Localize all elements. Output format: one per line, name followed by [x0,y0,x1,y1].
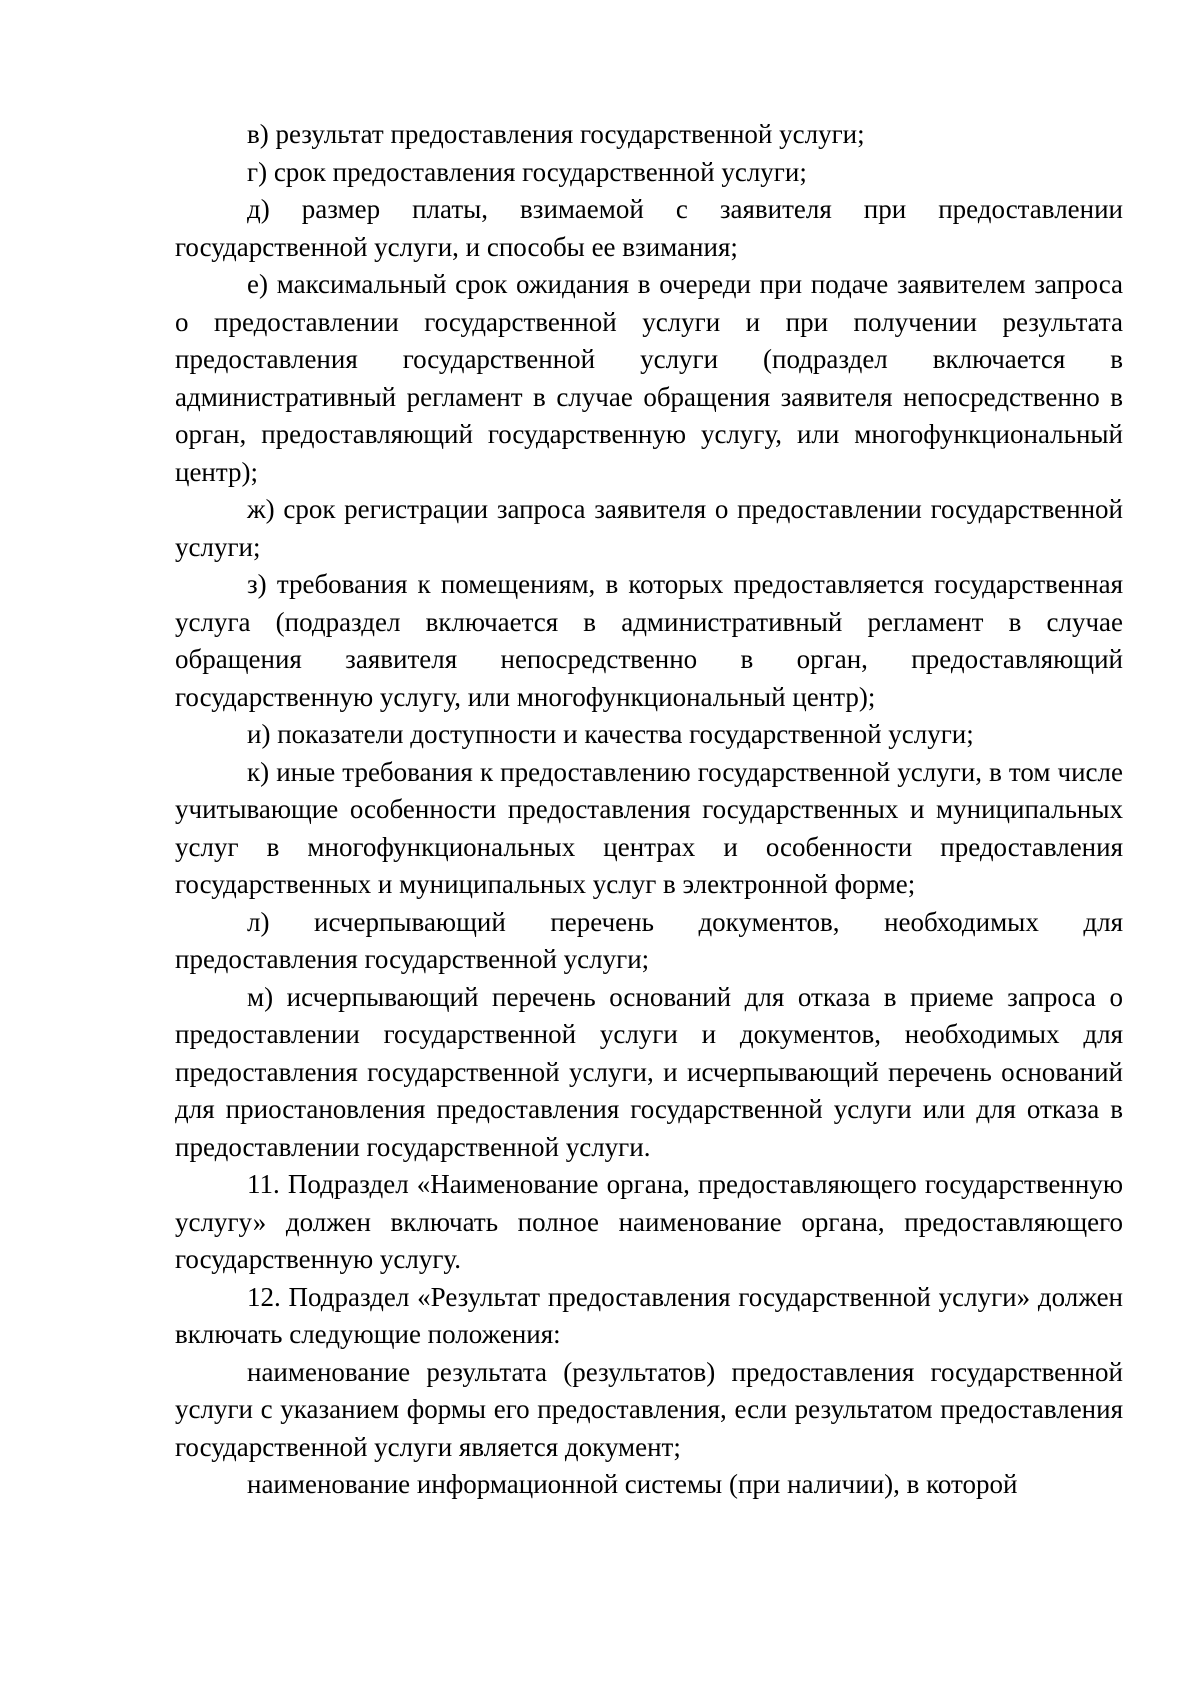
paragraph-result-name: наименование результата (результатов) предоставления государственной услуги с указанием формы его предоставления, если результатом предоставления государственной услуги является документ; [175,1356,1123,1462]
paragraph-item-i: и) показатели доступности и качества государственной услуги; [247,719,974,749]
paragraph-item-m: м) исчерпывающий перечень оснований для отказа в приеме запроса о предоставлении государственной услуги и документов, необходимых для предоставления государственной услуги, и исчерпывающий перечень оснований для приостановления предоставления государственной услуги или для отказа в предоставлении государственной услуги. [175,981,1123,1162]
document-body [175,116,1123,1504]
paragraph-item-g: г) срок предоставления государственной услуги; [247,156,807,187]
paragraph-item-z: з) требования к помещениям, в которых предоставляется государственная услуга (подраздел включается в административный регламент в случае обращения заявителя непосредственно в орган, предоставляющий государственную услугу, или многофункциональный центр); [175,569,1123,712]
paragraph-info-system: наименование информационной системы (при наличии), в которой [247,1469,1018,1499]
paragraph-item-e: е) максимальный срок ожидания в очереди при подаче заявителем запроса о предоставлении государственной услуги и при получении результата предоставления государственной услуги (подраздел включается в административный регламент в случае обращения заявителя непосредственно в орган, предоставляющий государственную услугу, или многофункциональный центр); [175,269,1123,487]
paragraph-section-11: 11. Подраздел «Наименование органа, предоставляющего государственную услугу» должен включать полное наименование органа, предоставляющего государственную услугу. [175,1169,1123,1274]
paragraph-item-zh: ж) срок регистрации запроса заявителя о предоставлении государственной услуги; [175,494,1123,562]
paragraph-item-k: к) иные требования к предоставлению государственной услуги, в том числе учитывающие особенности предоставления государственных и муниципальных услуг в многофункциональных центрах и особенности предоставления государственных и муниципальных услуг в электронной форме; [175,756,1123,899]
paragraph-item-v: в) результат предоставления государственной услуги; [247,119,865,149]
paragraph-section-12: 12. Подраздел «Результат предоставления государственной услуги» должен включать следующие положения: [175,1281,1123,1349]
paragraph-item-d: д) размер платы, взимаемой с заявителя при предоставлении государственной услуги, и способы ее взимания; [175,194,1123,262]
paragraph-item-l: л) исчерпывающий перечень документов, необходимых для предоставления государственной услуги; [175,906,1123,974]
